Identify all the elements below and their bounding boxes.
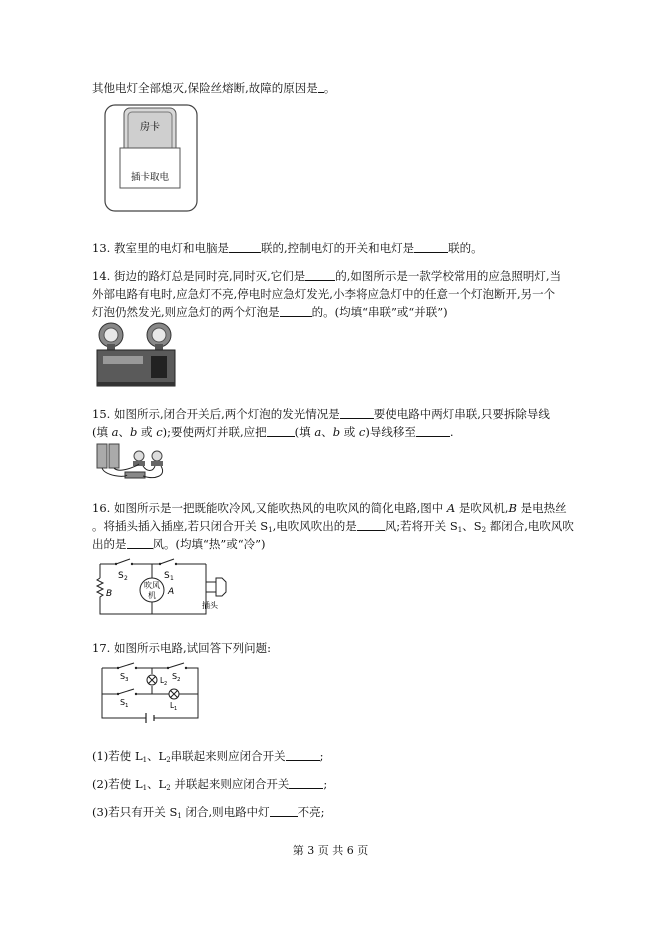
- q17-sub3: (3)若只有开关 $S_1$ 闭合,则电路中灯 不亮;: [92, 805, 325, 820]
- svg-text:S: S: [120, 698, 126, 707]
- slot-label: 插卡取电: [130, 172, 170, 183]
- svg-text:S: S: [172, 672, 178, 681]
- svg-text:插头: 插头: [202, 601, 218, 610]
- svg-text:S: S: [164, 571, 170, 581]
- page-footer: 第 3 页 共 6 页: [292, 844, 369, 857]
- svg-text:L: L: [170, 701, 175, 710]
- svg-text:A: A: [168, 587, 175, 597]
- question-14-line2: 外部电路有电时,应急灯不亮,停电时应急灯发光,小李将应急灯中的任意一个灯泡断开,另一个: [92, 287, 556, 301]
- svg-text:机: 机: [148, 591, 156, 600]
- svg-text:3: 3: [125, 677, 129, 683]
- question-15-line2: (填 a、b 或 c);要使两灯并联,应把 (填 a、b 或 c)导线移至 .: [92, 425, 454, 439]
- card-label: 房卡: [140, 122, 160, 133]
- q17-sub2: (2)若使 $L_1$、$L_2$ 并联起来则应闭合开关 ;: [92, 777, 328, 792]
- svg-text:S: S: [118, 571, 124, 581]
- question-16-line3: 出的是 风。(均填“热”或“冷”): [92, 537, 266, 551]
- svg-text:1: 1: [174, 706, 178, 712]
- card-slot-figure: [104, 104, 198, 212]
- svg-text:L: L: [160, 676, 165, 685]
- svg-text:吹风: 吹风: [144, 581, 160, 590]
- emergency-light-figure: [93, 320, 179, 390]
- q17-sub1: (1)若使 $L_1$、$L_2$串联起来则应闭合开关 ;: [92, 749, 324, 764]
- question-14-line1: 14. 街边的路灯总是同时亮,同时灭,它们是 的,如图所示是一款学校常用的应急照明灯,当: [92, 269, 562, 283]
- svg-text:2: 2: [177, 677, 181, 683]
- q17-circuit: [96, 660, 202, 726]
- question-16-line2: 。将插头插入插座,若只闭合开关 $S_1$,电吹风吹出的是 风;若将开关 $S_1$、$S_2$ 都闭合,电吹风吹: [92, 519, 574, 534]
- svg-text:2: 2: [124, 575, 128, 582]
- question-16-line1: 16. 如图所示是一把既能吹冷风,又能吹热风的电吹风的简化电路,图中 A 是吹风机,B 是电热丝: [92, 501, 567, 515]
- hair-dryer-circuit: [94, 556, 234, 618]
- q12-text: 其他电灯全部熄灭,保险丝熔断,故障的原因是 。: [92, 81, 336, 95]
- question-17-stem: 17. 如图所示电路,试回答下列问题:: [92, 641, 271, 655]
- svg-text:B: B: [106, 589, 113, 599]
- lamps-circuit-figure: [95, 442, 175, 482]
- svg-text:1: 1: [125, 703, 129, 709]
- question-14-line3: 灯泡仍然发光,则应急灯的两个灯泡是 的。(均填“串联”或“并联”): [92, 305, 448, 319]
- svg-text:1: 1: [170, 575, 174, 582]
- svg-text:2: 2: [164, 681, 168, 687]
- question-15-line1: 15. 如图所示,闭合开关后,两个灯泡的发光情况是 要使电路中两灯串联,只要拆除导线: [92, 407, 550, 421]
- svg-text:S: S: [120, 672, 126, 681]
- question-13: 13. 教室里的电灯和电脑是 联的,控制电灯的开关和电灯是 联的。: [92, 241, 483, 255]
